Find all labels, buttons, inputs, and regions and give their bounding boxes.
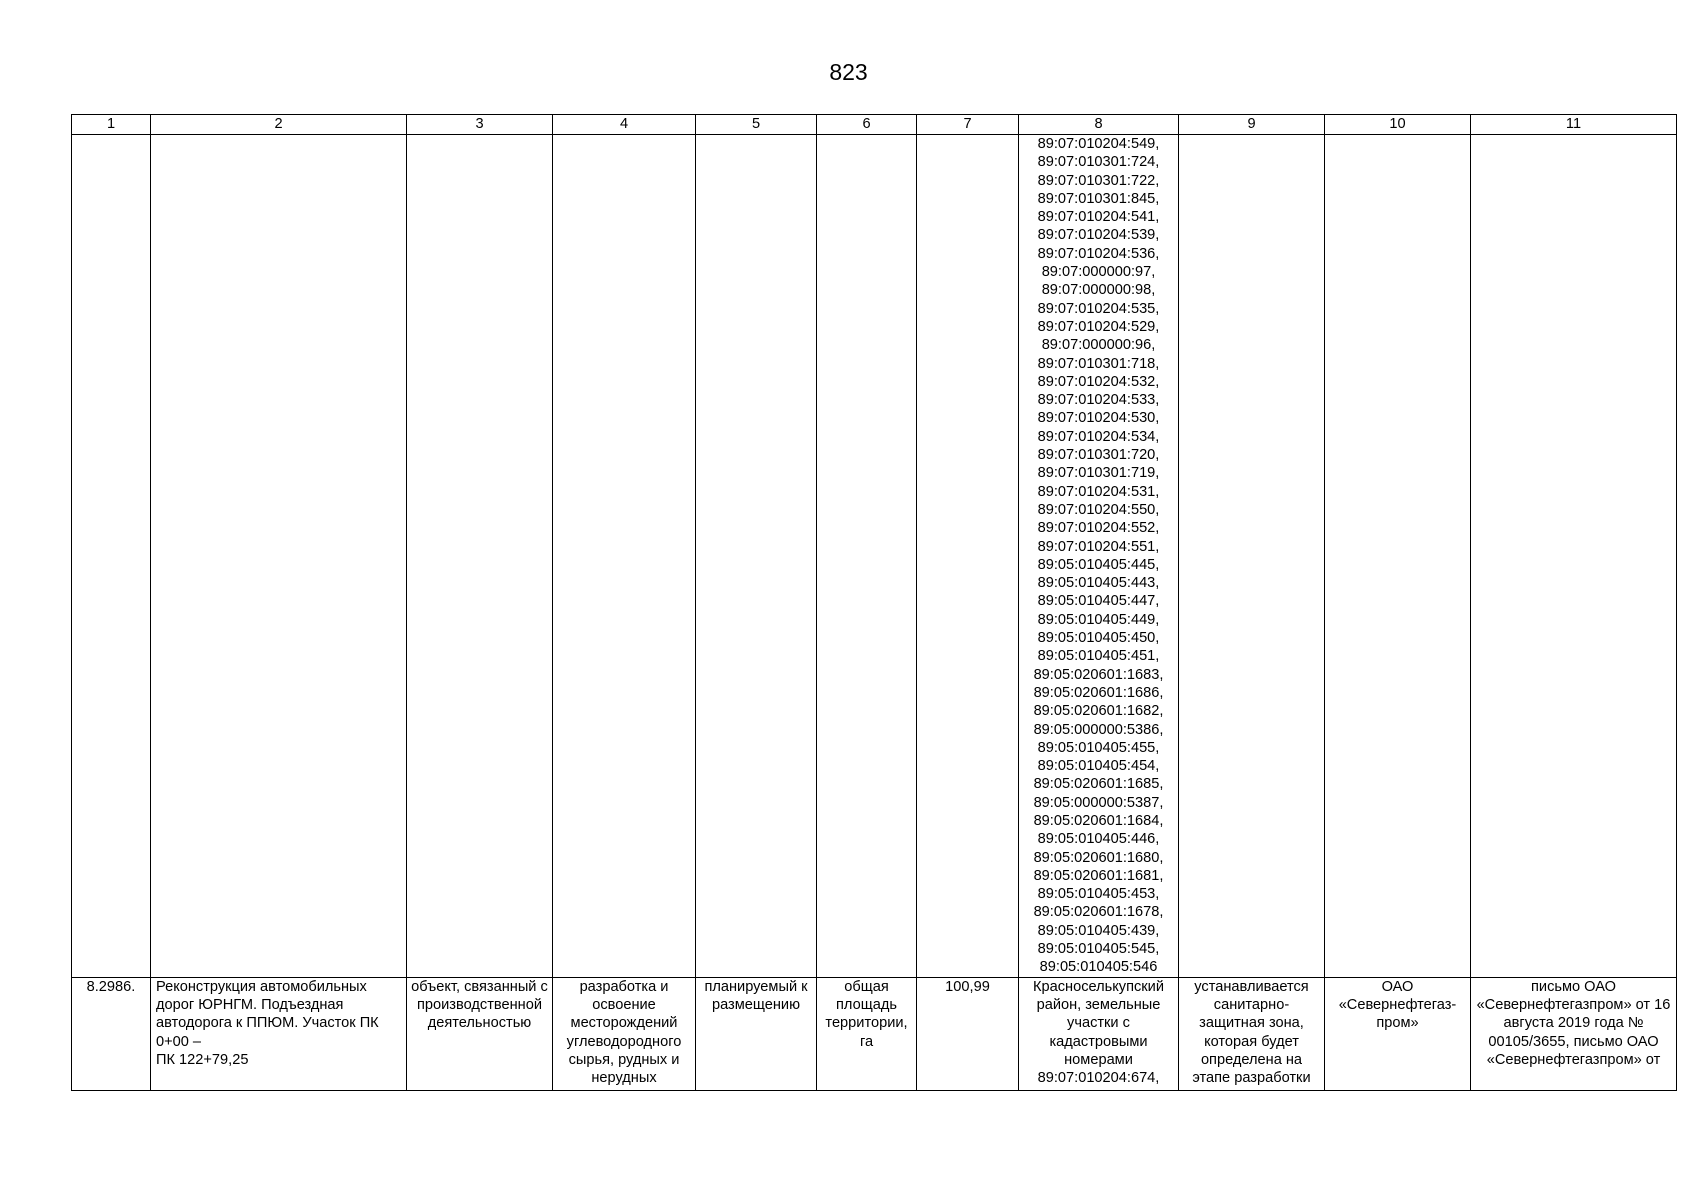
cadastral-numbers-list: 89:07:010204:549, 89:07:010301:724, 89:07:010301:722, 89:07:010301:845, 89:07:010204:541, 89:07:010204:539, 89:07:010204:536, 89:07:000000:97, 89:07:000000:98, 89:07:010204:535, 89:07:010204:529, 89:07:000000:96, 89:07:010301:718, 89:07:010204:532, 89:07:010204:533, 89:07:010204:530, 89:07:010204:534, 89:07:010301:720, 89:07:010301:719, 89:07:010204:531, 89:07:010204:550, 89:07:010204:552, 89:07:010204:551, 89:05:010405:445, 89:05:010405:443, 89:05:010405:447, 89:05:010405:449, 89:05:010405:450, 89:05:010405:451, 89:05:020601:1683, 89:05:020601:1686, 89:05:020601:1682, 89:05:000000:5386, 89:05:010405:455, 89:05:010405:454, 89:05:020601:1685, 89:05:000000:5387, 89:05:020601:1684, 89:05:010405:446, 89:05:020601:1680, 89:05:020601:1681, 89:05:010405:453, 89:05:020601:1678, 89:05:010405:439, 89:05:010405:545, 89:05:010405:546 xyxy=(1019,135,1179,978)
zone-description: устанавливается санитарно-защитная зона, которая будет определена на этапе разработки xyxy=(1179,977,1325,1090)
location: Красноселькупский район, земельные участки с кадастровыми номерами 89:07:010204:674, xyxy=(1019,977,1179,1090)
column-header-11: 11 xyxy=(1471,115,1677,135)
page-number: 823 xyxy=(829,59,868,85)
table-row-8-2986 xyxy=(72,977,1677,1090)
object-purpose: разработка и освоение месторождений углеводородного сырья, рудных и нерудных xyxy=(553,977,696,1090)
object-type: объект, связанный с производственной деятельностью xyxy=(407,977,553,1090)
column-header-6: 6 xyxy=(817,115,917,135)
column-header-3: 3 xyxy=(407,115,553,135)
column-header-9: 9 xyxy=(1179,115,1325,135)
empty-cell xyxy=(1471,135,1677,978)
column-header-10: 10 xyxy=(1325,115,1471,135)
empty-cell xyxy=(817,135,917,978)
column-header-4: 4 xyxy=(553,115,696,135)
empty-cell xyxy=(696,135,817,978)
column-header-7: 7 xyxy=(917,115,1019,135)
column-header-8: 8 xyxy=(1019,115,1179,135)
empty-cell xyxy=(1325,135,1471,978)
organization: ОАО «Севернефтегаз-пром» xyxy=(1325,977,1471,1090)
empty-cell xyxy=(917,135,1019,978)
column-header-5: 5 xyxy=(696,115,817,135)
column-header-1: 1 xyxy=(72,115,151,135)
object-status: планируемый к размещению xyxy=(696,977,817,1090)
empty-cell xyxy=(151,135,407,978)
characteristic-name: общая площадь территории, га xyxy=(817,977,917,1090)
characteristic-value: 100,99 xyxy=(917,977,1019,1090)
source-document: письмо ОАО «Севернефтегазпром» от 16 августа 2019 года № 00105/3655, письмо ОАО «Севернефтегазпром» от xyxy=(1471,977,1677,1090)
column-header-2: 2 xyxy=(151,115,407,135)
empty-cell xyxy=(72,135,151,978)
table-row-continuation xyxy=(72,135,1677,978)
empty-cell xyxy=(1179,135,1325,978)
empty-cell xyxy=(553,135,696,978)
empty-cell xyxy=(407,135,553,978)
object-name: Реконструкция автомобильных дорог ЮРНГМ. Подъездная автодорога к ППЮМ. Участок ПК 0+00 – ПК 122+79,25 xyxy=(151,977,407,1090)
row-number: 8.2986. xyxy=(72,977,151,1090)
table-header-row xyxy=(72,115,1677,135)
document-table xyxy=(71,114,1677,1091)
